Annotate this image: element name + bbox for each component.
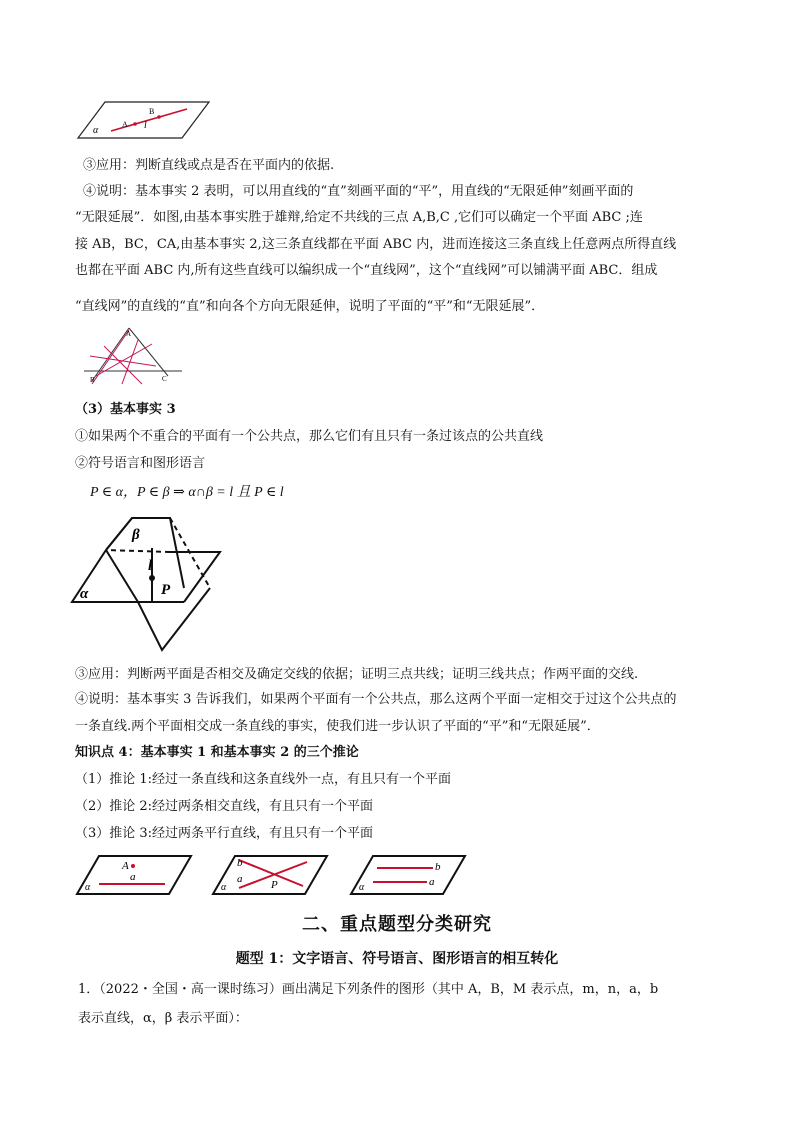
s2-heading: （3）基本事实 3: [75, 402, 176, 417]
question-1-line-1: 1．（2022・全国・高一课时练习）画出满足下列条件的图形（其中 A，B，M 表示点，m，n，a，b: [78, 982, 659, 997]
s1-explain-5: “直线网”的直线的“直”和向各个方向无限延伸，说明了平面的“平”和“无限延展”．: [75, 299, 545, 314]
s2-formula: P ∈ α，P ∈ β ⇒ α∩β = l 且 P ∈ l: [90, 485, 284, 500]
fig4a-alpha-label: α: [85, 882, 91, 893]
fig2-B-label: B: [90, 376, 95, 384]
fig4c-b-label: b: [435, 861, 441, 873]
s1-explain-4: 也都在平面 ABC 内,所有这些直线可以编织成一个“直线网”，这个“直线网”可以铺满平面 ABC．组成: [75, 263, 658, 278]
fig4a-a-label: a: [130, 871, 136, 883]
s1-apply: ③应用：判断直线或点是否在平面内的依据.: [83, 158, 335, 173]
s2-item-1: ①如果两个不重合的平面有一个公共点，那么它们有且只有一条过该点的公共直线: [75, 429, 544, 444]
s4-corollary-2: （2）推论 2:经过两条相交直线，有且只有一个平面: [75, 799, 374, 814]
s3-explain-1: ④说明：基本事实 3 告诉我们，如果两个平面有一个公共点，那么这两个平面一定相交于过这个公共点的: [75, 692, 677, 707]
fig2-C-label: C: [162, 375, 167, 383]
figure-two-planes: [70, 516, 222, 652]
fig4c-a-label: a: [429, 876, 435, 888]
s1-explain-2: “无限延展”．如图,由基本事实胜于雄辩,给定不共线的三点 A,B,C ,它们可以确定一个平面 ABC ;连: [75, 210, 643, 225]
fig4a-A-label: A: [122, 860, 129, 872]
fig3-l-label: l: [148, 558, 153, 574]
s4-corollary-1: （1）推论 1:经过一条直线和这条直线外一点，有且只有一个平面: [75, 772, 452, 787]
fig4c-alpha-label: α: [359, 882, 365, 893]
s1-explain-1: ④说明：基本事实 2 表明，可以用直线的“直”刻画平面的“平”，用直线的“无限延伸”刻画平面的: [83, 184, 634, 199]
fig3-alpha-label: α: [80, 586, 89, 602]
s3-apply: ③应用：判断两平面是否相交及确定交线的依据；证明三点共线；证明三线共点；作两平面的交线.: [75, 667, 639, 682]
figure-line-net: [82, 326, 184, 388]
fig1-alpha-label: α: [93, 125, 99, 136]
fig4b-P-label: P: [271, 879, 278, 891]
figure-corollary-3: [349, 854, 467, 896]
fig1-l-label: l: [144, 120, 147, 131]
fig3-P-label: P: [161, 582, 171, 598]
fig1-A-label: A: [122, 120, 128, 129]
fig2-A-label: A: [126, 330, 132, 338]
fig4b-b-label: b: [237, 857, 243, 869]
s4-corollary-3: （3）推论 3:经过两条平行直线，有且只有一个平面: [75, 826, 374, 841]
s4-heading: 知识点 4：基本事实 1 和基本事实 2 的三个推论: [75, 745, 359, 760]
fig1-B-label: B: [149, 107, 155, 116]
question-1-line-2: 表示直线，α，β 表示平面）：: [78, 1011, 248, 1026]
type-1-heading: 题型 1：文字语言、符号语言、图形语言的相互转化: [235, 951, 559, 967]
figure-corollary-2: [211, 854, 329, 896]
s2-item-2: ②符号语言和图形语言: [75, 456, 206, 471]
s3-explain-2: 一条直线.两个平面相交成一条直线的事实，使我们进一步认识了平面的“平”和“无限延展”．: [75, 719, 600, 734]
fig4b-a-label: a: [237, 873, 243, 885]
figure-corollary-1: [75, 854, 193, 896]
section-title: 二、重点题型分类研究: [302, 914, 492, 935]
figure-plane-line: [75, 98, 215, 143]
fig4b-alpha-label: α: [221, 882, 227, 893]
s1-explain-3: 接 AB，BC，CA,由基本事实 2,这三条直线都在平面 ABC 内，进而连接这三条直线上任意两点所得直线: [75, 237, 677, 252]
fig3-beta-label: β: [132, 527, 140, 543]
